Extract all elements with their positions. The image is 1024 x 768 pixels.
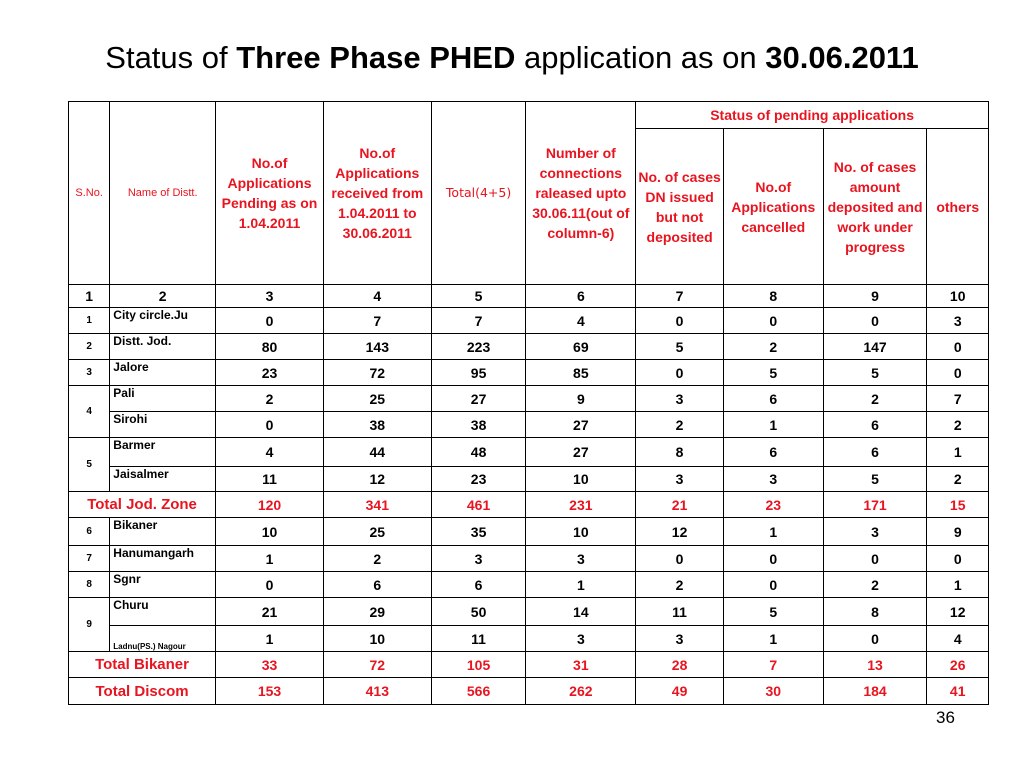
title-bold-date: 30.06.2011 (765, 40, 919, 75)
header-sno: S.No. (69, 102, 110, 285)
table-row (69, 598, 989, 626)
value-cell: 413 (323, 678, 431, 705)
value-cell: 4 (216, 438, 324, 467)
value-cell: 1 (216, 626, 324, 652)
value-cell: 30 (723, 678, 823, 705)
header-others: others (927, 129, 989, 285)
value-cell: 12 (927, 598, 989, 626)
value-cell: 13 (823, 652, 927, 678)
value-cell: 72 (323, 652, 431, 678)
value-cell: 10 (323, 626, 431, 652)
header-received: No.of Applications received from 1.04.2011 to 30.06.2011 (323, 102, 431, 285)
value-cell: 1 (723, 626, 823, 652)
column-number: 5 (431, 285, 526, 308)
value-cell: 5 (723, 598, 823, 626)
value-cell: 0 (823, 308, 927, 334)
value-cell: 6 (723, 386, 823, 412)
value-cell: 8 (636, 438, 724, 467)
value-cell: 9 (526, 386, 636, 412)
value-cell: 231 (526, 492, 636, 518)
district-name: Sirohi (110, 412, 216, 438)
table-row (69, 467, 989, 492)
value-cell: 31 (526, 652, 636, 678)
serial-number: 8 (69, 572, 110, 598)
header-deposited: No. of cases amount deposited and work under progress (823, 129, 927, 285)
title-prefix: Status of (105, 40, 237, 75)
value-cell: 1 (216, 546, 324, 572)
value-cell: 21 (216, 598, 324, 626)
district-name: City circle.Ju (110, 308, 216, 334)
value-cell: 12 (323, 467, 431, 492)
value-cell: 11 (216, 467, 324, 492)
value-cell: 0 (927, 546, 989, 572)
value-cell: 48 (431, 438, 526, 467)
value-cell: 6 (823, 438, 927, 467)
value-cell: 2 (723, 334, 823, 360)
column-number: 10 (927, 285, 989, 308)
value-cell: 0 (927, 360, 989, 386)
value-cell: 23 (723, 492, 823, 518)
value-cell: 27 (431, 386, 526, 412)
value-cell: 3 (723, 467, 823, 492)
value-cell: 7 (723, 652, 823, 678)
district-name: Pali (110, 386, 216, 412)
page-title (0, 40, 1024, 76)
value-cell: 10 (526, 518, 636, 546)
value-cell: 80 (216, 334, 324, 360)
value-cell: 0 (216, 308, 324, 334)
serial-number: 9 (69, 598, 110, 652)
value-cell: 0 (723, 308, 823, 334)
value-cell: 7 (323, 308, 431, 334)
serial-number: 1 (69, 308, 110, 334)
value-cell: 6 (431, 572, 526, 598)
district-name: Churu (110, 598, 216, 626)
serial-number: 3 (69, 360, 110, 386)
total-label: Total Jod. Zone (69, 492, 216, 518)
value-cell: 38 (431, 412, 526, 438)
value-cell: 27 (526, 438, 636, 467)
value-cell: 6 (723, 438, 823, 467)
column-number: 4 (323, 285, 431, 308)
value-cell: 72 (323, 360, 431, 386)
header-pending: No.of Applications Pending as on 1.04.2011 (216, 102, 324, 285)
value-cell: 41 (927, 678, 989, 705)
value-cell: 461 (431, 492, 526, 518)
table-row (69, 438, 989, 467)
value-cell: 44 (323, 438, 431, 467)
district-name: Ladnu(PS.) Nagour (110, 626, 216, 652)
header-dn: No. of cases DN issued but not deposited (636, 129, 724, 285)
value-cell: 3 (823, 518, 927, 546)
value-cell: 5 (636, 334, 724, 360)
district-name: Jaisalmer (110, 467, 216, 492)
value-cell: 23 (216, 360, 324, 386)
header-name: Name of Distt. (110, 102, 216, 285)
value-cell: 3 (636, 626, 724, 652)
district-name: Distt. Jod. (110, 334, 216, 360)
district-name: Barmer (110, 438, 216, 467)
value-cell: 11 (636, 598, 724, 626)
value-cell: 3 (636, 386, 724, 412)
value-cell: 1 (723, 518, 823, 546)
value-cell: 0 (636, 308, 724, 334)
value-cell: 0 (723, 546, 823, 572)
column-number: 1 (69, 285, 110, 308)
status-table (68, 101, 989, 705)
value-cell: 0 (823, 546, 927, 572)
total-label: Total Bikaner (69, 652, 216, 678)
value-cell: 262 (526, 678, 636, 705)
value-cell: 5 (823, 360, 927, 386)
value-cell: 50 (431, 598, 526, 626)
title-middle: application as on (515, 40, 766, 75)
table-row (69, 626, 989, 652)
table-row (69, 518, 989, 546)
header-status-group: Status of pending applications (636, 102, 989, 129)
value-cell: 2 (216, 386, 324, 412)
value-cell: 120 (216, 492, 324, 518)
table-row (69, 308, 989, 334)
column-number: 8 (723, 285, 823, 308)
value-cell: 2 (636, 572, 724, 598)
value-cell: 147 (823, 334, 927, 360)
page-number: 36 (936, 708, 955, 727)
table-row (69, 412, 989, 438)
column-number-row (69, 285, 989, 308)
value-cell: 8 (823, 598, 927, 626)
serial-number: 7 (69, 546, 110, 572)
value-cell: 23 (431, 467, 526, 492)
value-cell: 1 (927, 572, 989, 598)
title-bold-subject: Three Phase PHED (236, 40, 516, 75)
serial-number: 4 (69, 386, 110, 438)
table-row (69, 360, 989, 386)
value-cell: 7 (431, 308, 526, 334)
table-row (69, 572, 989, 598)
district-name: Bikaner (110, 518, 216, 546)
value-cell: 2 (823, 386, 927, 412)
table-row (69, 546, 989, 572)
total-label: Total Discom (69, 678, 216, 705)
value-cell: 1 (526, 572, 636, 598)
value-cell: 2 (323, 546, 431, 572)
table-row (69, 386, 989, 412)
value-cell: 15 (927, 492, 989, 518)
value-cell: 1 (723, 412, 823, 438)
value-cell: 21 (636, 492, 724, 518)
value-cell: 10 (216, 518, 324, 546)
value-cell: 341 (323, 492, 431, 518)
value-cell: 95 (431, 360, 526, 386)
district-name: Jalore (110, 360, 216, 386)
value-cell: 27 (526, 412, 636, 438)
value-cell: 6 (323, 572, 431, 598)
value-cell: 2 (823, 572, 927, 598)
column-number: 7 (636, 285, 724, 308)
value-cell: 29 (323, 598, 431, 626)
serial-number: 2 (69, 334, 110, 360)
total-row (69, 492, 989, 518)
value-cell: 25 (323, 386, 431, 412)
table-row (69, 334, 989, 360)
serial-number: 6 (69, 518, 110, 546)
value-cell: 10 (526, 467, 636, 492)
value-cell: 28 (636, 652, 724, 678)
column-number: 3 (216, 285, 324, 308)
value-cell: 153 (216, 678, 324, 705)
value-cell: 3 (927, 308, 989, 334)
value-cell: 143 (323, 334, 431, 360)
value-cell: 0 (723, 572, 823, 598)
value-cell: 25 (323, 518, 431, 546)
value-cell: 5 (823, 467, 927, 492)
total-row (69, 678, 989, 705)
serial-number: 5 (69, 438, 110, 492)
value-cell: 14 (526, 598, 636, 626)
header-released: Number of connections raleased upto 30.06.11(out of column-6) (526, 102, 636, 285)
value-cell: 3 (526, 546, 636, 572)
header-total: Total(4+5) (431, 102, 526, 285)
value-cell: 6 (823, 412, 927, 438)
value-cell: 3 (636, 467, 724, 492)
value-cell: 7 (927, 386, 989, 412)
value-cell: 4 (927, 626, 989, 652)
value-cell: 3 (526, 626, 636, 652)
value-cell: 223 (431, 334, 526, 360)
value-cell: 184 (823, 678, 927, 705)
value-cell: 26 (927, 652, 989, 678)
value-cell: 49 (636, 678, 724, 705)
value-cell: 4 (526, 308, 636, 334)
value-cell: 2 (927, 412, 989, 438)
value-cell: 5 (723, 360, 823, 386)
value-cell: 11 (431, 626, 526, 652)
header-cancelled: No.of Applications cancelled (723, 129, 823, 285)
value-cell: 0 (927, 334, 989, 360)
column-number: 6 (526, 285, 636, 308)
column-number: 9 (823, 285, 927, 308)
value-cell: 1 (927, 438, 989, 467)
value-cell: 0 (823, 626, 927, 652)
value-cell: 171 (823, 492, 927, 518)
value-cell: 9 (927, 518, 989, 546)
value-cell: 33 (216, 652, 324, 678)
value-cell: 0 (216, 572, 324, 598)
value-cell: 2 (636, 412, 724, 438)
value-cell: 85 (526, 360, 636, 386)
value-cell: 2 (927, 467, 989, 492)
value-cell: 0 (636, 546, 724, 572)
table-body (69, 308, 989, 705)
value-cell: 0 (636, 360, 724, 386)
value-cell: 105 (431, 652, 526, 678)
value-cell: 38 (323, 412, 431, 438)
value-cell: 566 (431, 678, 526, 705)
column-number: 2 (110, 285, 216, 308)
value-cell: 0 (216, 412, 324, 438)
district-name: Sgnr (110, 572, 216, 598)
total-row (69, 652, 989, 678)
value-cell: 35 (431, 518, 526, 546)
value-cell: 3 (431, 546, 526, 572)
value-cell: 69 (526, 334, 636, 360)
district-name: Hanumangarh (110, 546, 216, 572)
value-cell: 12 (636, 518, 724, 546)
